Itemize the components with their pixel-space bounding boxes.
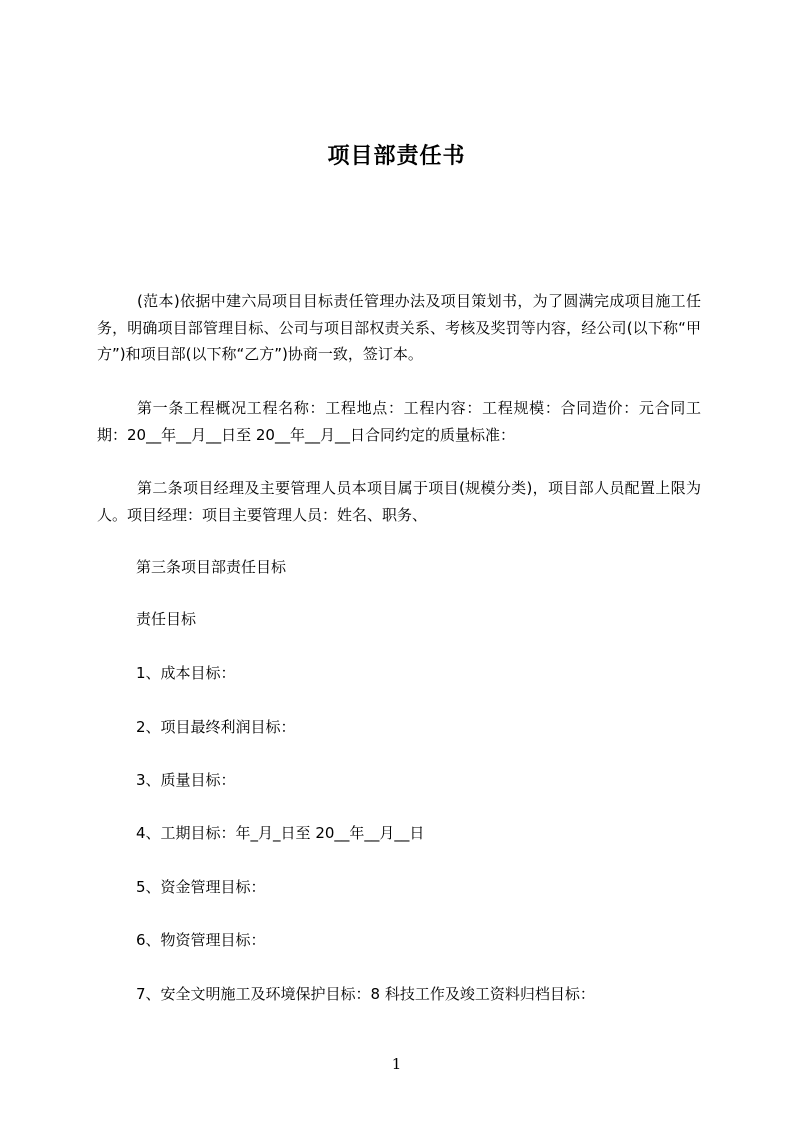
- responsibility-targets-heading: 责任目标: [136, 610, 197, 628]
- list-item-profit-target: 2、项目最终利润目标：: [136, 718, 296, 736]
- list-item-funds-target: 5、资金管理目标：: [136, 878, 266, 896]
- list-item-materials-target: 6、物资管理目标：: [136, 931, 266, 949]
- article-1-paragraph: 第一条工程概况工程名称：工程地点：工程内容：工程规模：合同造价：元合同工期：20__年__月__日至 20__年__月__日合同约定的质量标准：: [97, 399, 701, 444]
- article-2-paragraph: 第二条项目经理及主要管理人员本项目属于项目(规模分类)，项目部人员配置上限为人。项目经理：项目主要管理人员：姓名、职务、: [97, 479, 701, 524]
- list-item-cost-target: 1、成本目标：: [136, 664, 236, 682]
- intro-paragraph: (范本)依据中建六局项目目标责任管理办法及项目策划书，为了圆满完成项目施工任务，明确项目部管理目标、公司与项目部权责关系、考核及奖罚等内容，经公司(以下称“甲方”)和项目部(以下称“乙方”)协商一致，签订本。: [97, 292, 701, 363]
- list-item-schedule-target: 4、工期目标：年_月_日至 20__年__月__日: [136, 824, 425, 842]
- document-title: 项目部责任书: [327, 144, 466, 169]
- list-item-quality-target: 3、质量目标：: [136, 771, 236, 789]
- page-number: 1: [391, 1055, 402, 1073]
- article-3-heading: 第三条项目部责任目标: [136, 558, 287, 576]
- list-item-safety-target: 7、安全文明施工及环境保护目标：8 科技工作及竣工资料归档目标：: [136, 985, 595, 1003]
